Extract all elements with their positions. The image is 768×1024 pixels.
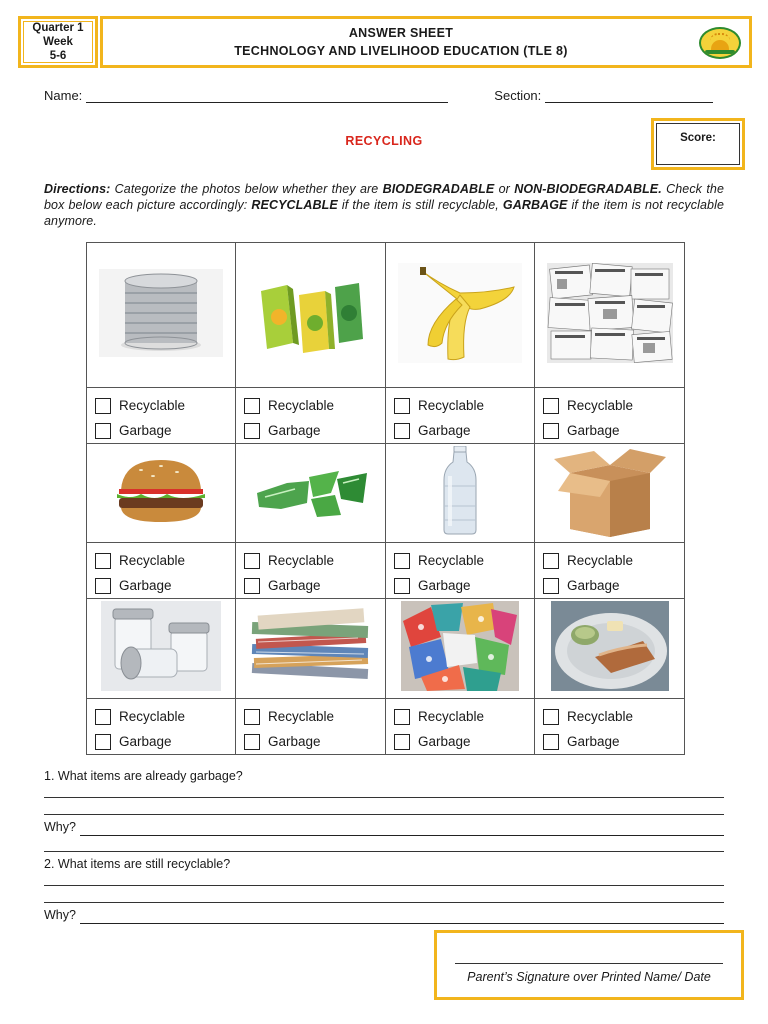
recyclable-option[interactable]: Recyclable xyxy=(244,393,385,418)
juice-boxes-image xyxy=(249,269,373,357)
item-cell xyxy=(386,599,535,699)
question-2: 2. What items are still recyclable? xyxy=(44,857,231,871)
recyclable-checkbox[interactable] xyxy=(244,398,260,414)
quarter-week-box xyxy=(18,16,98,68)
options-cell xyxy=(236,388,386,444)
garbage-checkbox[interactable] xyxy=(543,734,559,750)
recyclable-option[interactable]: Recyclable xyxy=(95,704,235,729)
answer-sheet-title: ANSWER SHEET xyxy=(348,26,454,40)
recyclable-checkbox[interactable] xyxy=(394,709,410,725)
garbage-checkbox[interactable] xyxy=(95,578,111,594)
garbage-checkbox[interactable] xyxy=(244,423,260,439)
item-cell xyxy=(236,599,386,699)
item-cell xyxy=(535,599,685,699)
item-cell xyxy=(87,599,236,699)
garbage-checkbox[interactable] xyxy=(394,734,410,750)
week-range: 5-6 xyxy=(49,50,67,62)
item-cell xyxy=(236,444,386,543)
newspapers-image xyxy=(547,263,673,363)
banana-peel-image xyxy=(398,263,522,363)
options-cell xyxy=(535,543,685,599)
garbage-checkbox[interactable] xyxy=(394,578,410,594)
garbage-option[interactable]: Garbage xyxy=(95,573,235,598)
options-cell xyxy=(87,543,236,599)
recyclable-option[interactable]: Recyclable xyxy=(244,548,385,573)
question-1: 1. What items are already garbage? xyxy=(44,769,243,783)
subject-title: TECHNOLOGY AND LIVELIHOOD EDUCATION (TLE 8) xyxy=(234,44,568,58)
item-cell xyxy=(386,444,535,543)
why-label: Why? xyxy=(44,908,76,922)
garbage-checkbox[interactable] xyxy=(95,423,111,439)
recyclable-option[interactable]: Recyclable xyxy=(543,393,684,418)
garbage-option[interactable]: Garbage xyxy=(95,418,235,443)
item-cell xyxy=(535,444,685,543)
recyclable-option[interactable]: Recyclable xyxy=(244,704,385,729)
recyclable-checkbox[interactable] xyxy=(394,553,410,569)
name-label: Name: xyxy=(44,88,83,103)
why-field[interactable] xyxy=(44,819,724,836)
recyclable-checkbox[interactable] xyxy=(244,709,260,725)
garbage-option[interactable]: Garbage xyxy=(394,418,534,443)
garbage-option[interactable]: Garbage xyxy=(543,573,684,598)
why-label: Why? xyxy=(44,820,76,834)
recyclable-option[interactable]: Recyclable xyxy=(394,704,534,729)
options-cell xyxy=(386,543,535,599)
glass-jars-image xyxy=(101,601,221,691)
recyclable-option[interactable]: Recyclable xyxy=(394,548,534,573)
garbage-checkbox[interactable] xyxy=(95,734,111,750)
school-seal-logo xyxy=(699,27,741,59)
garbage-option[interactable]: Garbage xyxy=(394,573,534,598)
item-cell xyxy=(87,444,236,543)
section-field[interactable] xyxy=(494,88,713,103)
garbage-option[interactable]: Garbage xyxy=(543,418,684,443)
worksheet-title: RECYCLING xyxy=(345,134,423,148)
garbage-option[interactable]: Garbage xyxy=(95,729,235,754)
options-cell xyxy=(87,699,236,755)
section-label: Section: xyxy=(494,88,542,103)
name-field[interactable] xyxy=(44,88,448,103)
options-cell xyxy=(236,699,386,755)
recyclable-checkbox[interactable] xyxy=(95,398,111,414)
answer-line[interactable] xyxy=(44,890,724,903)
score-label: Score: xyxy=(656,123,740,165)
answer-line[interactable] xyxy=(44,839,724,852)
broken-glass-image xyxy=(251,463,371,519)
quarter-label: Quarter 1 xyxy=(32,22,84,34)
recyclable-checkbox[interactable] xyxy=(543,553,559,569)
garbage-checkbox[interactable] xyxy=(543,423,559,439)
item-cell xyxy=(386,243,535,388)
plastic-bottle-image xyxy=(440,446,480,536)
answer-line[interactable] xyxy=(44,873,724,886)
recyclable-checkbox[interactable] xyxy=(95,553,111,569)
signature-label: Parent’s Signature over Printed Name/ Date xyxy=(467,970,711,984)
garbage-checkbox[interactable] xyxy=(543,578,559,594)
recyclable-option[interactable]: Recyclable xyxy=(394,393,534,418)
answer-line[interactable] xyxy=(44,785,724,798)
recyclable-option[interactable]: Recyclable xyxy=(543,548,684,573)
recyclable-checkbox[interactable] xyxy=(543,709,559,725)
cardboard-box-image xyxy=(550,445,670,537)
answer-line[interactable] xyxy=(44,802,724,815)
options-cell xyxy=(535,388,685,444)
magazines-image xyxy=(248,602,374,690)
fabric-scraps-image xyxy=(401,601,519,691)
garbage-checkbox[interactable] xyxy=(244,734,260,750)
garbage-checkbox[interactable] xyxy=(394,423,410,439)
score-box xyxy=(651,118,745,170)
garbage-option[interactable]: Garbage xyxy=(244,418,385,443)
week-label: Week xyxy=(43,36,73,48)
questions-section xyxy=(44,768,724,924)
tin-can-image xyxy=(99,269,223,357)
recyclable-checkbox[interactable] xyxy=(543,398,559,414)
item-cell xyxy=(87,243,236,388)
garbage-checkbox[interactable] xyxy=(244,578,260,594)
recyclable-option[interactable]: Recyclable xyxy=(95,548,235,573)
options-cell xyxy=(236,543,386,599)
garbage-option[interactable]: Garbage xyxy=(244,729,385,754)
item-cell xyxy=(236,243,386,388)
options-cell xyxy=(87,388,236,444)
hamburger-image xyxy=(111,456,211,526)
leftover-food-image xyxy=(551,601,669,691)
options-cell xyxy=(386,699,535,755)
header-title-box xyxy=(100,16,752,68)
recyclable-checkbox[interactable] xyxy=(244,553,260,569)
recyclable-option[interactable]: Recyclable xyxy=(95,393,235,418)
recyclable-option[interactable]: Recyclable xyxy=(543,704,684,729)
recyclable-checkbox[interactable] xyxy=(95,709,111,725)
garbage-option[interactable]: Garbage xyxy=(244,573,385,598)
parent-signature-box xyxy=(434,930,744,1000)
options-cell xyxy=(386,388,535,444)
item-cell xyxy=(535,243,685,388)
garbage-option[interactable]: Garbage xyxy=(543,729,684,754)
name-section-row xyxy=(44,88,724,103)
why-field[interactable] xyxy=(44,907,724,924)
recyclable-checkbox[interactable] xyxy=(394,398,410,414)
classification-grid xyxy=(86,242,685,755)
options-cell xyxy=(535,699,685,755)
directions-text: Directions: Categorize the photos below whether they are BIODEGRADABLE or NON-BIODEGRADABLE. Check the box below each picture accordingly: RECYCLABLE if the item is still recyclable, GARBAGE if the item is not recyclable anymore. xyxy=(44,182,725,228)
signature-line[interactable] xyxy=(455,963,723,964)
garbage-option[interactable]: Garbage xyxy=(394,729,534,754)
